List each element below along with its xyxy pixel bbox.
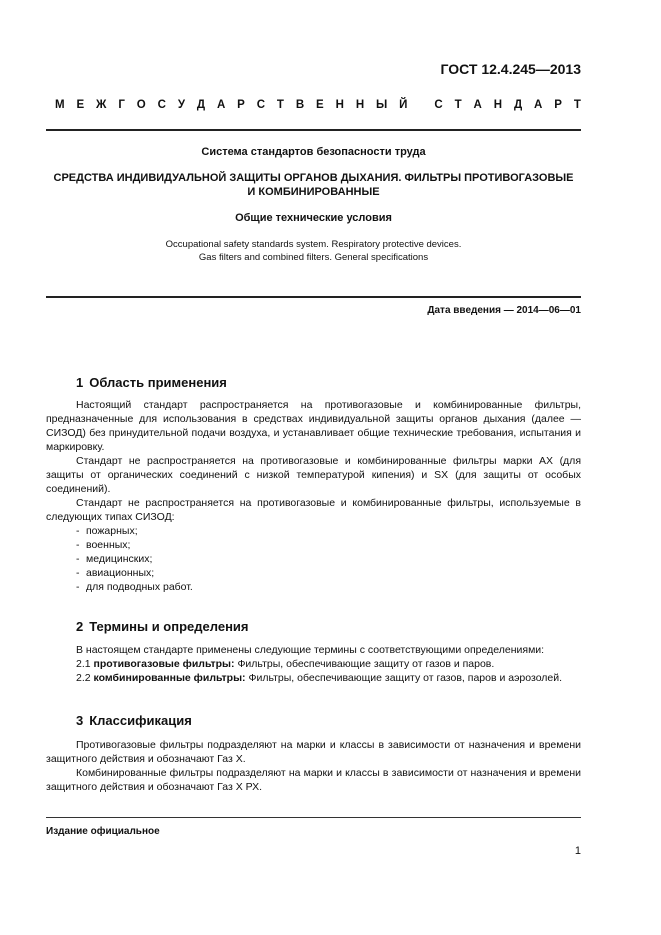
interstate-letter: Т	[454, 99, 462, 111]
section-1-number: 1	[76, 375, 84, 390]
interstate-letter: Д	[513, 99, 523, 111]
list-item: - для подводных работ.	[76, 580, 581, 594]
interstate-letter: У	[177, 99, 185, 111]
interstate-letter: С	[434, 99, 443, 111]
section-3-heading	[76, 713, 192, 728]
section-2-heading	[76, 619, 249, 634]
interstate-standard-heading	[55, 99, 581, 111]
interstate-letter: Р	[554, 99, 562, 111]
interstate-letter: Е	[316, 99, 324, 111]
interstate-letter: Т	[573, 99, 581, 111]
section-3-number: 3	[76, 713, 84, 728]
term-2-2-definition: Фильтры, обеспечивающие защиту от газов, паров и аэрозолей.	[248, 672, 563, 684]
title-rule	[46, 296, 581, 298]
interstate-letter: С	[157, 99, 166, 111]
section-3-title: Классификация	[89, 713, 192, 728]
page-number: 1	[574, 845, 581, 857]
list-item: - авиационных;	[76, 566, 581, 580]
term-2-1-definition: Фильтры, обеспечивающие защиту от газов и паров.	[237, 658, 495, 670]
term-2-2-number: 2.2	[76, 672, 91, 684]
interstate-letter: Д	[196, 99, 206, 111]
term-2-2-term: комбинированные фильтры:	[93, 672, 246, 684]
english-title-line1: Occupational safety standards system. Respiratory protective devices.	[165, 239, 462, 250]
interstate-letter: Т	[276, 99, 284, 111]
list-item: - пожарных;	[76, 524, 581, 538]
interstate-letter: А	[473, 99, 482, 111]
section-2-intro: В настоящем стандарте применены следующие термины с соответствующими определениями:	[76, 644, 545, 656]
term-2-1-number: 2.1	[76, 658, 91, 670]
section-1-paragraph-3: Стандарт не распространяется на противогазовые и комбинированные фильтры, используемые в следующих типах СИЗОД:	[46, 497, 581, 523]
interstate-letter: В	[295, 99, 305, 111]
interstate-letter: Е	[76, 99, 85, 111]
interstate-letter: О	[136, 99, 146, 111]
term-2-1-term: противогазовые фильтры:	[93, 658, 235, 670]
section-2-number: 2	[76, 619, 84, 634]
interstate-letter: С	[256, 99, 266, 111]
interstate-letter: Н	[335, 99, 344, 111]
footer-rule	[46, 817, 581, 818]
interstate-letter: М	[55, 99, 65, 111]
section-3-paragraph-2: Комбинированные фильтры подразделяют на марки и классы в зависимости от назначения и времени защитного действия и обозначают Газ Х РХ.	[46, 767, 581, 793]
interstate-letter: Ы	[376, 99, 388, 111]
english-title-line2: Gas filters and combined filters. General specifications	[198, 252, 429, 263]
section-1-heading	[76, 375, 227, 390]
section-1-title: Область применения	[89, 375, 227, 390]
list-item: - медицинских;	[76, 552, 581, 566]
document-subtitle: Общие технические условия	[235, 212, 392, 224]
header-rule	[46, 129, 581, 131]
document-code: ГОСТ 12.4.245—2013	[440, 61, 581, 77]
list-item: - военных;	[76, 538, 581, 552]
interstate-letter: А	[216, 99, 226, 111]
official-edition-label: Издание официальное	[46, 826, 160, 837]
section-1-paragraph-1: Настоящий стандарт распространяется на противогазовые и комбинированные фильтры, предназначенные для использования в средствах индивидуальной защиты органов дыхания (далее — СИЗОД) без принудительной подачи воздуха, и устанавливает общие технические требования, испытания и маркировку.	[46, 399, 581, 453]
interstate-letter: Г	[118, 99, 125, 111]
term-2-2	[46, 671, 581, 685]
english-title	[46, 238, 581, 264]
section-2-title: Термины и определения	[89, 619, 249, 634]
section-2-body	[46, 643, 581, 685]
section-3-paragraph-1: Противогазовые фильтры подразделяют на марки и классы в зависимости от назначения и времени защитного действия и обозначают Газ Х.	[46, 739, 581, 765]
document-title	[46, 171, 581, 199]
section-1-body	[46, 398, 581, 594]
interstate-letter: Й	[399, 99, 408, 111]
interstate-letter: Н	[355, 99, 365, 111]
document-title-line1: СРЕДСТВА ИНДИВИДУАЛЬНОЙ ЗАЩИТЫ ОРГАНОВ ДЫХАНИЯ. ФИЛЬТРЫ ПРОТИВОГАЗОВЫЕ	[53, 172, 574, 184]
interstate-letter: Ж	[96, 99, 107, 111]
interstate-letter: А	[534, 99, 543, 111]
interstate-letter: Н	[493, 99, 503, 111]
introduction-date: Дата введения — 2014—06—01	[427, 305, 581, 316]
interstate-letter: Р	[237, 99, 245, 111]
term-2-1	[46, 657, 581, 671]
interstate-letter	[419, 99, 422, 111]
section-1-paragraph-2: Стандарт не распространяется на противогазовые и комбинированные фильтры марки АХ (для защиты от органических соединений с низкой температурой кипения) и SX (для защиты от особых соединений).	[46, 455, 581, 495]
system-title: Система стандартов безопасности труда	[201, 146, 426, 158]
section-3-body	[46, 738, 581, 794]
document-title-line2: И КОМБИНИРОВАННЫЕ	[247, 186, 380, 198]
sizod-types-list	[46, 524, 581, 594]
